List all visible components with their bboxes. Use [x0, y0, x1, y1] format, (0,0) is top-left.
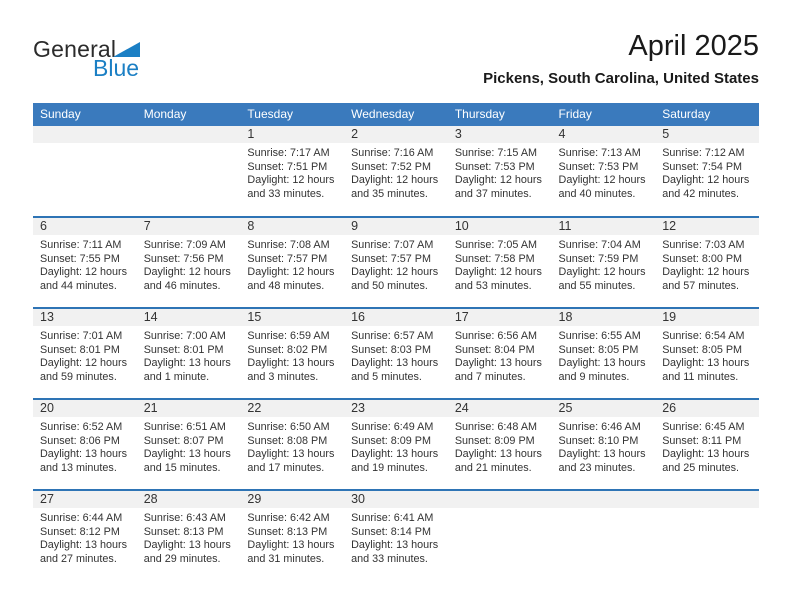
daylight-text: Daylight: 13 hours and 23 minutes. [558, 448, 646, 474]
day-number: 8 [247, 219, 255, 233]
day-sun-info [33, 326, 137, 384]
day-cell-empty [448, 490, 552, 581]
day-cell-30 [344, 490, 448, 581]
sunrise-text: Sunrise: 7:07 AM [351, 239, 434, 251]
day-cell-20 [33, 399, 137, 490]
sunrise-text: Sunrise: 7:00 AM [143, 330, 226, 342]
day-number-band [655, 126, 759, 143]
day-sun-info [137, 417, 241, 475]
daylight-text: Daylight: 13 hours and 13 minutes. [40, 448, 128, 474]
day-number-band [137, 491, 241, 508]
day-sun-info [552, 417, 656, 475]
day-sun-info [552, 326, 656, 384]
daylight-text: Daylight: 12 hours and 53 minutes. [454, 266, 542, 292]
day-number-band [655, 491, 759, 508]
day-number-band [33, 491, 137, 508]
day-cell-19 [655, 308, 759, 399]
day-number-band [448, 491, 552, 508]
day-cell-24 [448, 399, 552, 490]
day-number: 20 [40, 401, 54, 415]
daylight-text: Daylight: 13 hours and 7 minutes. [454, 357, 542, 383]
sunset-text: Sunset: 8:09 PM [351, 434, 431, 447]
day-number-band [448, 126, 552, 143]
day-number-band [240, 491, 344, 508]
sunset-text: Sunset: 8:13 PM [247, 525, 328, 538]
week-row [33, 308, 759, 399]
day-cell-empty [655, 490, 759, 581]
day-sun-info [33, 508, 137, 566]
sunset-text: Sunset: 8:09 PM [454, 434, 535, 447]
day-number-band [33, 309, 137, 326]
week-row [33, 490, 759, 581]
daylight-text: Daylight: 12 hours and 55 minutes. [558, 266, 646, 292]
sunrise-text: Sunrise: 7:11 AM [40, 239, 122, 251]
day-sun-info [240, 326, 344, 384]
day-sun-info [137, 235, 241, 293]
daylight-text: Daylight: 13 hours and 17 minutes. [247, 448, 335, 474]
day-sun-info [137, 508, 241, 566]
daylight-text: Daylight: 13 hours and 5 minutes. [351, 357, 439, 383]
sunset-text: Sunset: 8:01 PM [40, 343, 120, 356]
sunrise-text: Sunrise: 6:52 AM [40, 421, 123, 433]
day-cell-1 [240, 126, 344, 217]
day-sun-info [655, 235, 759, 293]
weekday-header-row [33, 103, 759, 126]
sunset-text: Sunset: 7:55 PM [40, 252, 120, 265]
page-title: April 2025 [628, 30, 759, 62]
day-number: 23 [351, 401, 366, 415]
day-cell-2 [344, 126, 448, 217]
daylight-text: Daylight: 13 hours and 21 minutes. [454, 448, 542, 474]
sunset-text: Sunset: 8:04 PM [454, 343, 535, 356]
sunset-text: Sunset: 8:14 PM [351, 525, 431, 538]
daylight-text: Daylight: 12 hours and 59 minutes. [40, 357, 128, 383]
daylight-text: Daylight: 13 hours and 31 minutes. [247, 539, 335, 565]
day-number-band [240, 309, 344, 326]
day-number: 5 [662, 127, 670, 141]
day-sun-info [552, 143, 656, 201]
day-number-band [344, 126, 448, 143]
day-number-band [344, 309, 448, 326]
sunrise-text: Sunrise: 6:46 AM [558, 421, 641, 433]
sunrise-text: Sunrise: 6:48 AM [454, 421, 538, 433]
day-cell-12 [655, 217, 759, 308]
day-number-band [33, 218, 137, 235]
day-number-band [448, 309, 552, 326]
day-cell-28 [137, 490, 241, 581]
weekday-header-sunday: Sunday [33, 103, 137, 126]
day-number: 10 [454, 219, 469, 233]
day-number: 21 [143, 401, 158, 415]
day-cell-22 [240, 399, 344, 490]
daylight-text: Daylight: 12 hours and 57 minutes. [662, 266, 750, 292]
day-number-band [655, 309, 759, 326]
sunset-text: Sunset: 7:59 PM [558, 252, 639, 265]
day-sun-info [344, 417, 448, 475]
day-cell-6 [33, 217, 137, 308]
day-cell-29 [240, 490, 344, 581]
day-cell-empty [33, 126, 137, 217]
sunrise-text: Sunrise: 7:08 AM [247, 239, 330, 251]
day-number-band [552, 126, 656, 143]
day-cell-9 [344, 217, 448, 308]
day-number: 6 [40, 219, 47, 233]
sunset-text: Sunset: 8:07 PM [143, 434, 224, 447]
day-number: 22 [247, 401, 262, 415]
day-number-band [137, 218, 241, 235]
daylight-text: Daylight: 12 hours and 42 minutes. [662, 174, 750, 200]
day-number: 29 [247, 492, 262, 506]
day-cell-5 [655, 126, 759, 217]
location-subtitle: Pickens, South Carolina, United States [483, 70, 759, 88]
day-number-band [240, 218, 344, 235]
day-number-band [448, 400, 552, 417]
day-cell-16 [344, 308, 448, 399]
day-number-band [344, 218, 448, 235]
day-number: 12 [662, 219, 677, 233]
day-cell-26 [655, 399, 759, 490]
sunrise-text: Sunrise: 7:16 AM [351, 147, 434, 159]
sunset-text: Sunset: 8:01 PM [143, 343, 224, 356]
daylight-text: Daylight: 12 hours and 44 minutes. [40, 266, 128, 292]
daylight-text: Daylight: 13 hours and 25 minutes. [662, 448, 750, 474]
day-sun-info [655, 417, 759, 475]
sunset-text: Sunset: 8:13 PM [143, 525, 224, 538]
sunset-text: Sunset: 8:02 PM [247, 343, 328, 356]
day-number-band [240, 400, 344, 417]
logo-text-blue: Blue [93, 55, 140, 81]
sunset-text: Sunset: 8:10 PM [558, 434, 639, 447]
day-number: 16 [351, 310, 366, 324]
sunrise-text: Sunrise: 6:50 AM [247, 421, 330, 433]
sunset-text: Sunset: 7:52 PM [351, 160, 431, 173]
day-number: 3 [454, 127, 462, 141]
day-number: 28 [143, 492, 158, 506]
daylight-text: Daylight: 13 hours and 11 minutes. [662, 357, 750, 383]
day-sun-info [240, 417, 344, 475]
daylight-text: Daylight: 13 hours and 19 minutes. [351, 448, 439, 474]
sunrise-text: Sunrise: 7:17 AM [247, 147, 330, 159]
sunrise-text: Sunrise: 7:01 AM [40, 330, 123, 342]
daylight-text: Daylight: 13 hours and 33 minutes. [351, 539, 439, 565]
sunset-text: Sunset: 8:05 PM [558, 343, 639, 356]
day-number: 9 [351, 219, 359, 233]
sunset-text: Sunset: 7:56 PM [143, 252, 224, 265]
day-cell-27 [33, 490, 137, 581]
sunset-text: Sunset: 7:57 PM [247, 252, 328, 265]
day-cell-empty [137, 126, 241, 217]
sunrise-text: Sunrise: 6:57 AM [351, 330, 434, 342]
logo-text-general: General [33, 36, 117, 62]
day-cell-18 [552, 308, 656, 399]
day-sun-info [33, 417, 137, 475]
calendar-table [33, 103, 759, 581]
sunrise-text: Sunrise: 6:49 AM [351, 421, 434, 433]
day-number: 13 [40, 310, 54, 324]
day-number-band [655, 400, 759, 417]
sunset-text: Sunset: 8:11 PM [662, 434, 742, 447]
sunrise-text: Sunrise: 6:59 AM [247, 330, 330, 342]
weekday-header-monday: Monday [137, 103, 241, 126]
sunrise-text: Sunrise: 6:55 AM [558, 330, 641, 342]
week-row [33, 217, 759, 308]
day-sun-info [137, 326, 241, 384]
sunrise-text: Sunrise: 7:09 AM [143, 239, 226, 251]
sunrise-text: Sunrise: 7:03 AM [662, 239, 745, 251]
day-cell-4 [552, 126, 656, 217]
day-number: 11 [558, 219, 572, 233]
sunrise-text: Sunrise: 6:56 AM [454, 330, 538, 342]
daylight-text: Daylight: 12 hours and 46 minutes. [143, 266, 231, 292]
day-sun-info [344, 326, 448, 384]
day-number-band [552, 218, 656, 235]
day-cell-14 [137, 308, 241, 399]
day-sun-info [33, 235, 137, 293]
day-number-band [655, 218, 759, 235]
day-number-band [137, 126, 241, 143]
daylight-text: Daylight: 12 hours and 48 minutes. [247, 266, 335, 292]
day-cell-25 [552, 399, 656, 490]
sunrise-text: Sunrise: 6:41 AM [351, 512, 434, 524]
day-number-band [137, 309, 241, 326]
day-number: 24 [454, 401, 469, 415]
day-cell-8 [240, 217, 344, 308]
weekday-header-saturday: Saturday [655, 103, 759, 126]
day-cell-21 [137, 399, 241, 490]
sunset-text: Sunset: 8:03 PM [351, 343, 431, 356]
day-sun-info [448, 417, 552, 475]
day-number: 15 [247, 310, 262, 324]
day-number-band [448, 218, 552, 235]
day-number: 30 [351, 492, 366, 506]
daylight-text: Daylight: 13 hours and 15 minutes. [143, 448, 231, 474]
general-blue-logo [33, 38, 140, 80]
daylight-text: Daylight: 13 hours and 3 minutes. [247, 357, 335, 383]
sunset-text: Sunset: 7:57 PM [351, 252, 431, 265]
weekday-header-thursday: Thursday [448, 103, 552, 126]
sunset-text: Sunset: 8:08 PM [247, 434, 328, 447]
sunset-text: Sunset: 8:06 PM [40, 434, 120, 447]
day-number: 14 [143, 310, 158, 324]
sunset-text: Sunset: 7:53 PM [454, 160, 535, 173]
day-cell-15 [240, 308, 344, 399]
daylight-text: Daylight: 13 hours and 1 minute. [143, 357, 231, 383]
daylight-text: Daylight: 13 hours and 29 minutes. [143, 539, 231, 565]
day-number: 17 [454, 310, 469, 324]
sunrise-text: Sunrise: 7:04 AM [558, 239, 641, 251]
day-number-band [137, 400, 241, 417]
day-sun-info [240, 235, 344, 293]
day-sun-info [344, 235, 448, 293]
day-number: 2 [351, 127, 359, 141]
day-sun-info [448, 326, 552, 384]
sunset-text: Sunset: 7:58 PM [454, 252, 535, 265]
sunrise-text: Sunrise: 7:05 AM [454, 239, 538, 251]
daylight-text: Daylight: 12 hours and 33 minutes. [247, 174, 335, 200]
day-sun-info [655, 143, 759, 201]
day-cell-3 [448, 126, 552, 217]
sunrise-text: Sunrise: 6:42 AM [247, 512, 330, 524]
daylight-text: Daylight: 12 hours and 50 minutes. [351, 266, 439, 292]
week-row [33, 126, 759, 217]
day-number-band [240, 126, 344, 143]
day-sun-info [448, 143, 552, 201]
day-sun-info [344, 143, 448, 201]
day-number-band [344, 400, 448, 417]
sunrise-text: Sunrise: 7:15 AM [454, 147, 538, 159]
day-cell-23 [344, 399, 448, 490]
day-number-band [552, 309, 656, 326]
sunset-text: Sunset: 7:53 PM [558, 160, 639, 173]
day-number: 7 [143, 219, 151, 233]
title-block [483, 30, 759, 87]
sunrise-text: Sunrise: 6:51 AM [143, 421, 226, 433]
day-cell-13 [33, 308, 137, 399]
daylight-text: Daylight: 13 hours and 9 minutes. [558, 357, 646, 383]
day-cell-10 [448, 217, 552, 308]
day-number-band [552, 400, 656, 417]
day-number-band [33, 400, 137, 417]
sunrise-text: Sunrise: 6:45 AM [662, 421, 745, 433]
day-number-band [33, 126, 137, 143]
day-cell-17 [448, 308, 552, 399]
day-sun-info [344, 508, 448, 566]
sunrise-text: Sunrise: 7:13 AM [558, 147, 641, 159]
day-sun-info [240, 143, 344, 201]
sunset-text: Sunset: 8:05 PM [662, 343, 743, 356]
weekday-header-friday: Friday [552, 103, 656, 126]
day-cell-7 [137, 217, 241, 308]
sunrise-text: Sunrise: 6:54 AM [662, 330, 745, 342]
day-number: 1 [247, 127, 255, 141]
day-number: 27 [40, 492, 54, 506]
sunset-text: Sunset: 8:12 PM [40, 525, 120, 538]
daylight-text: Daylight: 13 hours and 27 minutes. [40, 539, 128, 565]
sunrise-text: Sunrise: 6:44 AM [40, 512, 123, 524]
sunset-text: Sunset: 7:54 PM [662, 160, 743, 173]
day-number: 26 [662, 401, 677, 415]
weekday-header-wednesday: Wednesday [344, 103, 448, 126]
page-header [0, 0, 792, 103]
day-number: 4 [558, 127, 566, 141]
week-row [33, 399, 759, 490]
day-number-band [552, 491, 656, 508]
sunset-text: Sunset: 8:00 PM [662, 252, 743, 265]
daylight-text: Daylight: 12 hours and 35 minutes. [351, 174, 439, 200]
sunrise-text: Sunrise: 6:43 AM [143, 512, 226, 524]
day-number: 19 [662, 310, 677, 324]
daylight-text: Daylight: 12 hours and 37 minutes. [454, 174, 542, 200]
day-sun-info [448, 235, 552, 293]
day-sun-info [655, 326, 759, 384]
day-cell-empty [552, 490, 656, 581]
day-number: 18 [558, 310, 573, 324]
sunrise-text: Sunrise: 7:12 AM [662, 147, 745, 159]
day-number-band [344, 491, 448, 508]
day-number: 25 [558, 401, 573, 415]
day-sun-info [240, 508, 344, 566]
day-sun-info [552, 235, 656, 293]
daylight-text: Daylight: 12 hours and 40 minutes. [558, 174, 646, 200]
weekday-header-tuesday: Tuesday [240, 103, 344, 126]
sunset-text: Sunset: 7:51 PM [247, 160, 328, 173]
day-cell-11 [552, 217, 656, 308]
